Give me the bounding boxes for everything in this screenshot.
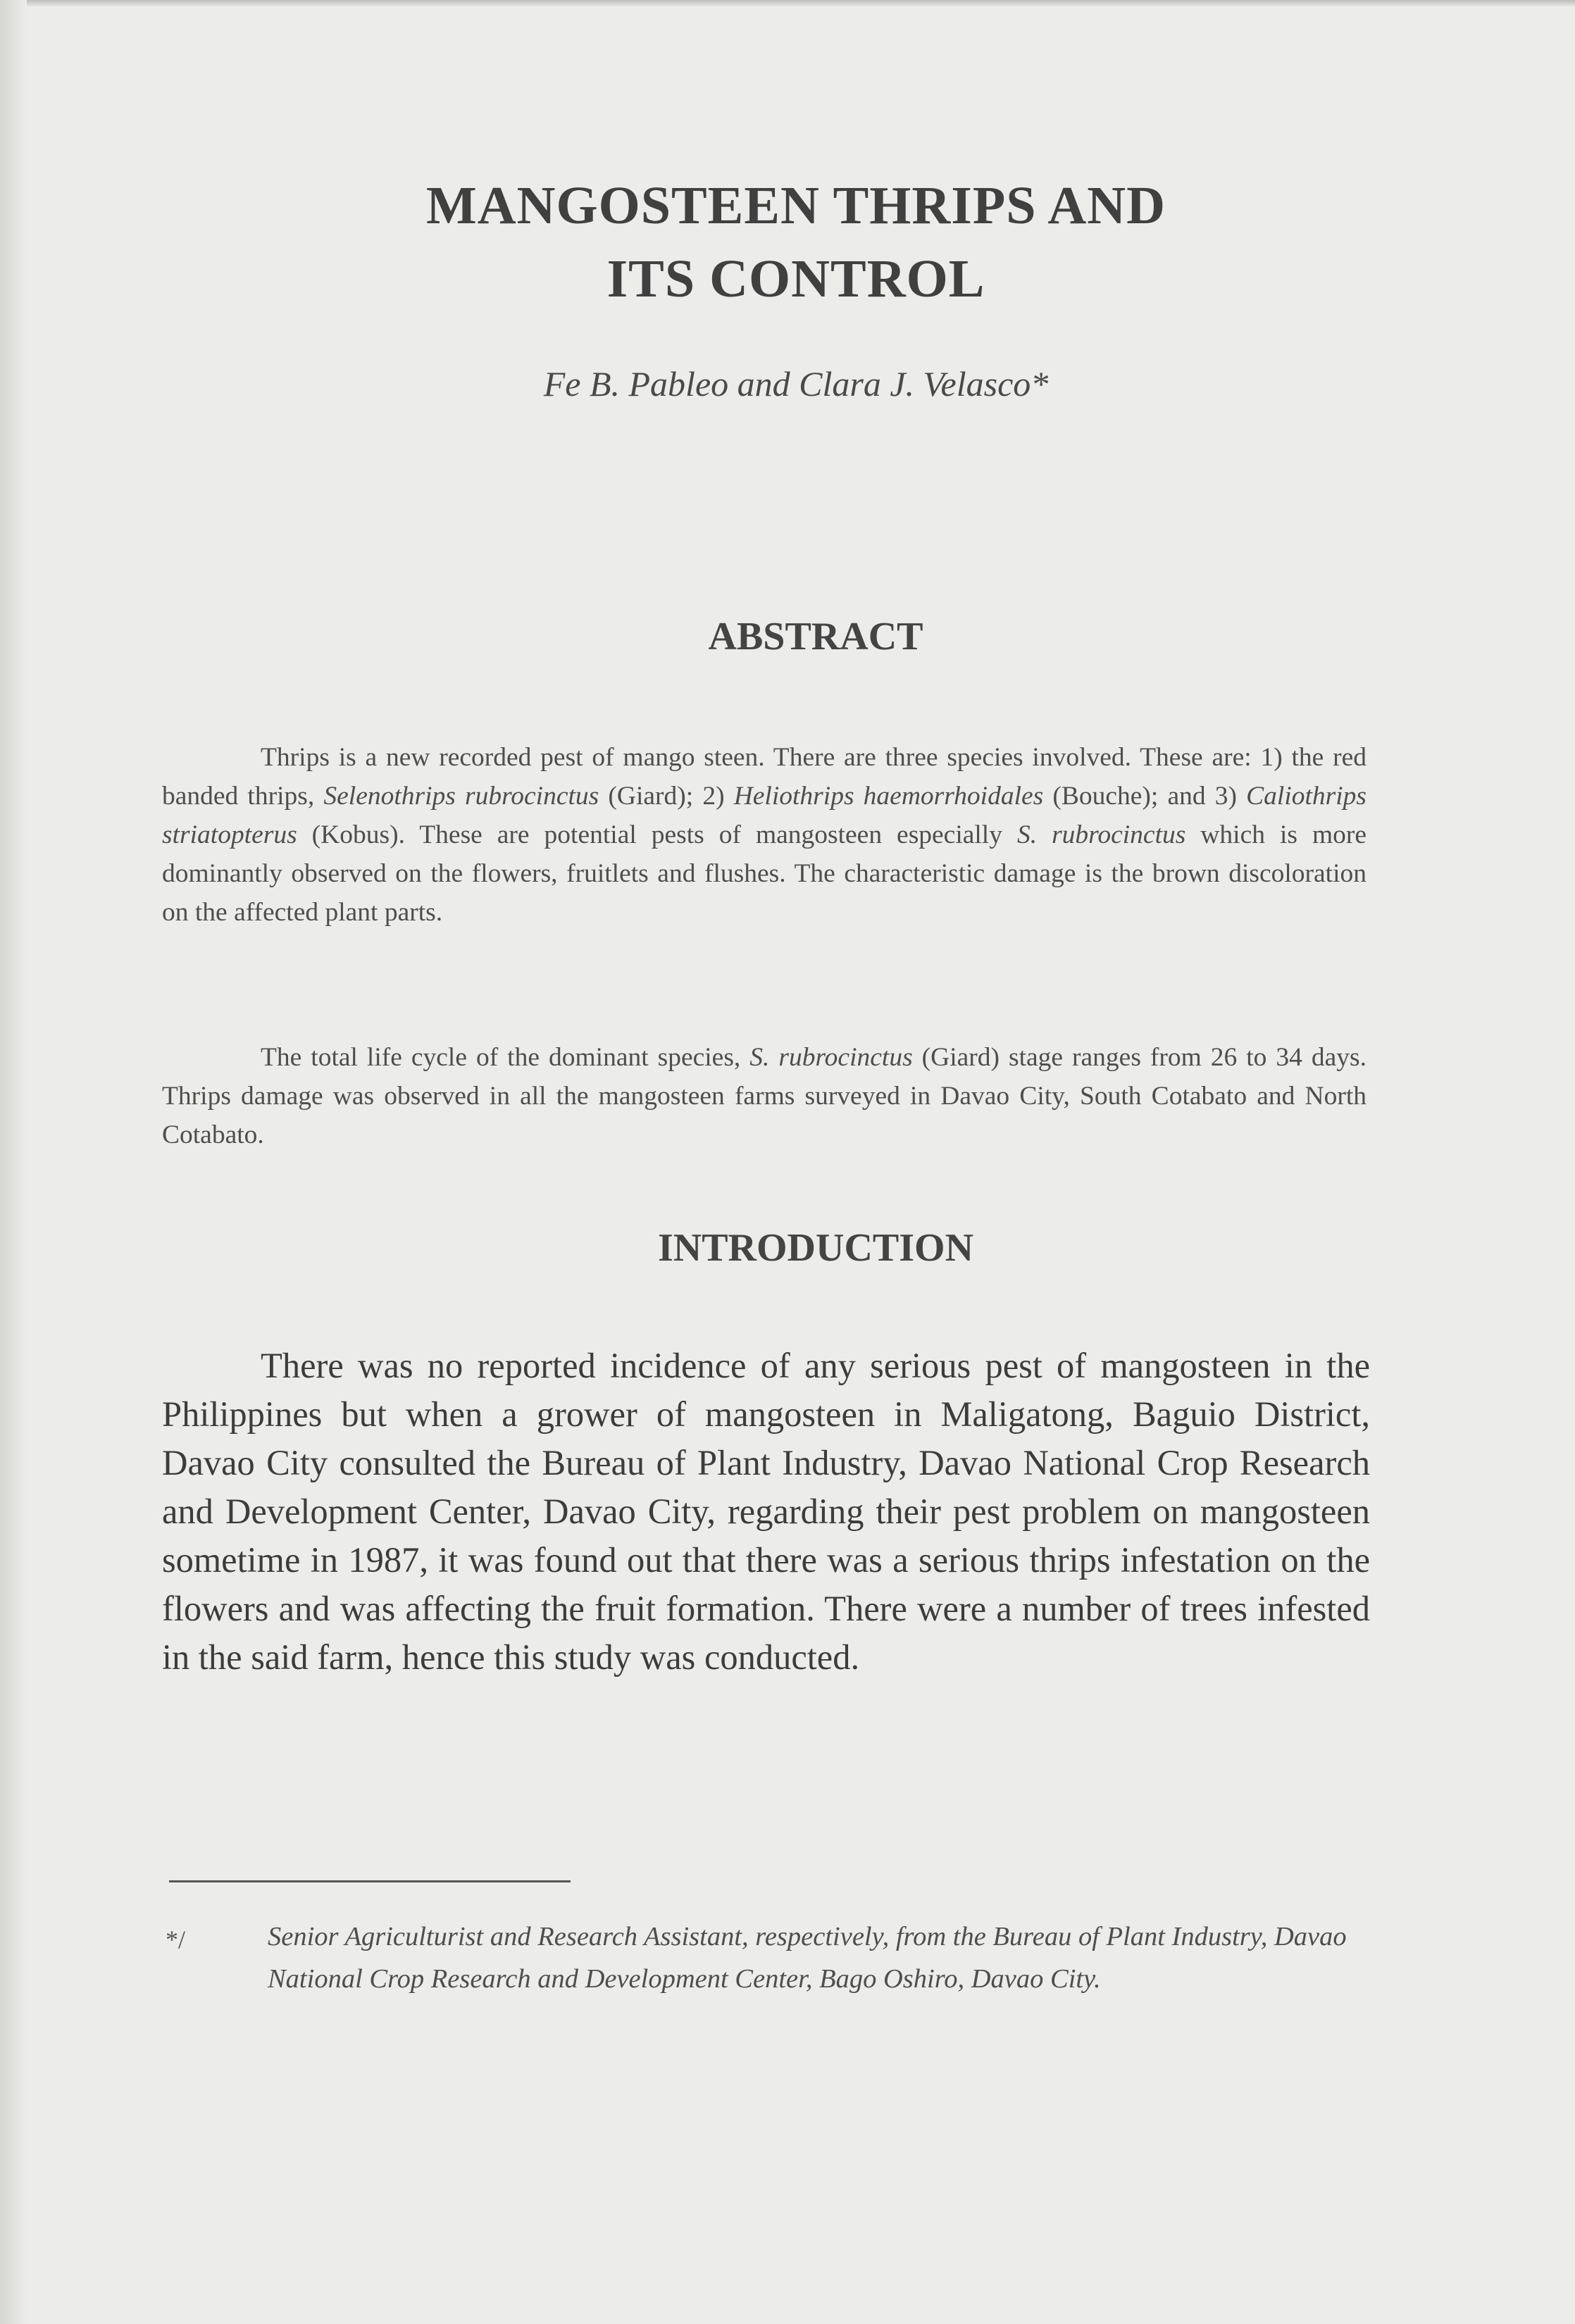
introduction-paragraph: There was no reported incidence of any serious pest of mangosteen in the Philippines but when a grower of mangosteen in Maligatong, Baguio District, Davao City consulted the Bureau of Plant Industry, Davao National Crop Research and Development Center, Davao City, regarding their pest problem on mangosteen sometime in 1987, it was found out that there was a serious thrips infestation on the flowers and was affecting the fruit formation. There were a number of trees infested in the said farm, hence this study was conducted. — [162, 1346, 1370, 1677]
footnote-marker: */ — [166, 1925, 186, 1954]
species-name: S. rubrocinctus — [749, 1043, 913, 1072]
scan-top-edge — [0, 0, 1575, 7]
title-line-2: ITS CONTROL — [606, 249, 985, 308]
abstract-p2-text-1: The total life cycle of the dominant species, — [261, 1043, 750, 1072]
abstract-p1-text-4: (Kobus). These are potential pests of mangosteen especially — [297, 820, 1017, 849]
abstract-p1-text-3: (Bouche); and 3) — [1043, 782, 1247, 811]
abstract-p2-text-2: (Giard) stage ranges from 26 to 34 days. Thrips damage was observed in all the mangosteen farms surveyed in Davao City, South Cotabato and North Cotabato. — [162, 1043, 1367, 1149]
abstract-p1-text-5: which is more dominantly observed on the flowers, fruitlets and flushes. The characteristic damage is the brown discoloration on the affected plant parts. — [162, 820, 1367, 927]
species-name: S. rubrocinctus — [1016, 820, 1186, 849]
abstract-paragraph-2 — [162, 1038, 1367, 1154]
species-name: Caliothrips striatopterus — [162, 782, 1367, 849]
species-name: Selenothrips rubrocinctus — [323, 782, 599, 811]
abstract-p1-text-1: Thrips is a new recorded pest of mango steen. There are three species involved. These are: 1) the red banded thrips, — [162, 743, 1367, 811]
scan-left-edge — [0, 0, 27, 2324]
introduction-heading: INTRODUCTION — [657, 1226, 974, 1270]
footnote-text: Senior Agriculturist and Research Assistant, respectively, from the Bureau of Plant Industry, Davao National Crop Research and Development Center, Bago Oshiro, Davao City. — [268, 1922, 1347, 1994]
species-name: Heliothrips haemorrhoidales — [733, 782, 1044, 811]
abstract-paragraph-1 — [162, 738, 1367, 932]
abstract-p1-text-2: (Giard); 2) — [599, 782, 734, 811]
authors: Fe B. Pableo and Clara J. Velasco* — [543, 364, 1049, 404]
footnote-divider — [169, 1880, 571, 1882]
paper-title — [211, 169, 1381, 316]
title-line-1: MANGOSTEEN THRIPS AND — [425, 176, 1166, 235]
abstract-heading: ABSTRACT — [708, 615, 923, 658]
